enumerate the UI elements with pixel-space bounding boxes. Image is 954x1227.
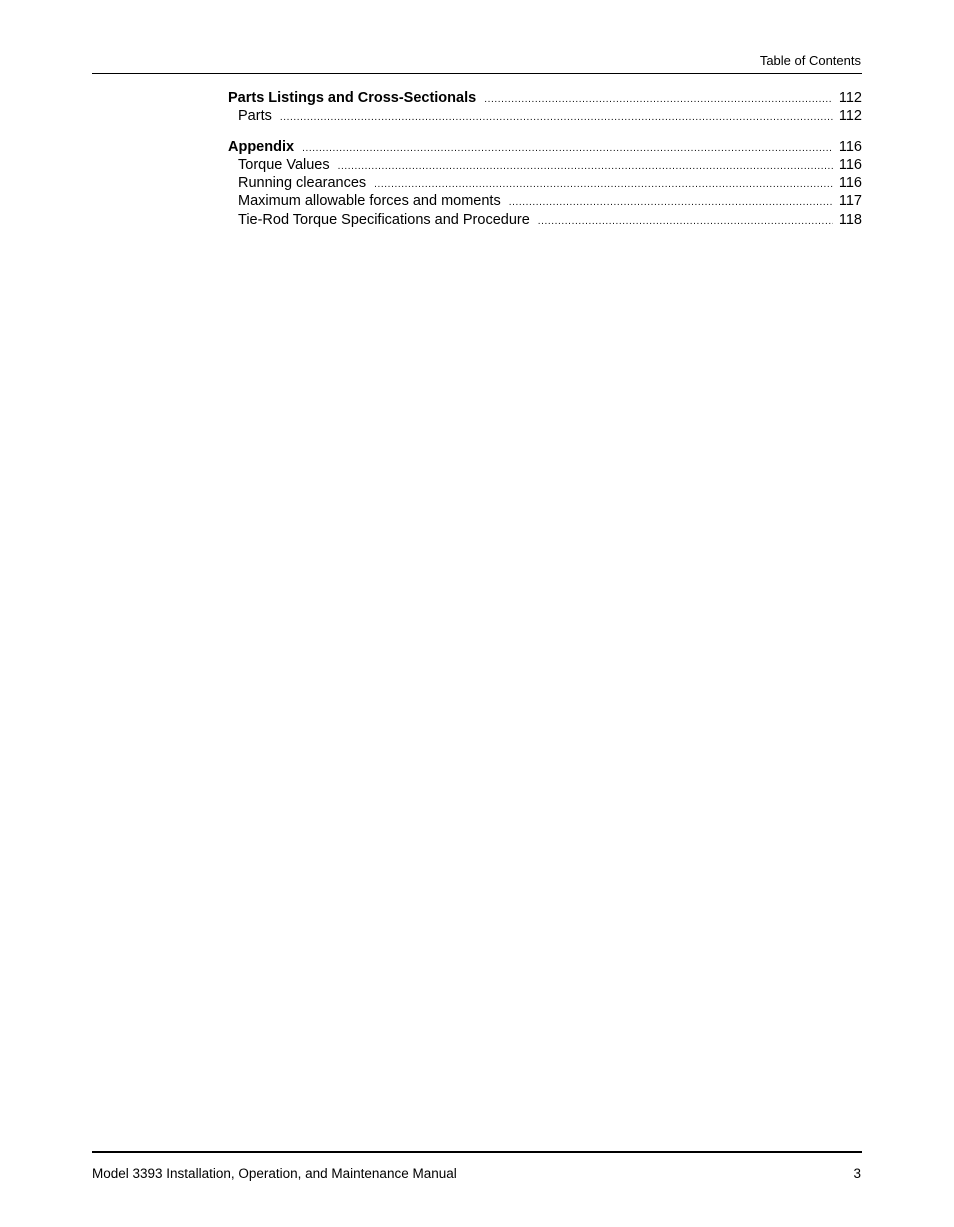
footer-page-number: 3 — [853, 1166, 861, 1181]
toc-entry-page: 112 — [838, 90, 862, 106]
toc-entry-label: Maximum allowable forces and moments — [238, 193, 501, 210]
toc-leader-dots — [374, 176, 833, 194]
header-title: Table of Contents — [759, 53, 861, 68]
toc-entry-page: 116 — [838, 175, 862, 192]
table-of-contents — [228, 89, 862, 229]
toc-leader-dots — [280, 109, 833, 127]
toc-entry-label: Running clearances — [238, 175, 367, 192]
toc-entry-label: Tie-Rod Torque Specifications and Procedure — [238, 211, 530, 228]
header-divider — [92, 73, 862, 74]
toc-section-appendix — [228, 138, 862, 229]
toc-entry-page: 117 — [838, 193, 862, 210]
toc-entry-label: Parts — [238, 108, 272, 125]
toc-entry-parts-listings[interactable] — [228, 89, 862, 107]
toc-leader-dots — [302, 140, 833, 158]
toc-entry-maximum-allowable-forces[interactable] — [228, 192, 862, 210]
toc-leader-dots — [509, 194, 833, 212]
toc-entry-torque-values[interactable] — [228, 156, 862, 174]
toc-entry-page: 118 — [838, 211, 862, 228]
toc-entry-tie-rod-torque[interactable] — [228, 211, 862, 229]
toc-section-parts-listings — [228, 89, 862, 126]
toc-entry-running-clearances[interactable] — [228, 174, 862, 192]
toc-entry-label: Torque Values — [238, 156, 330, 173]
toc-entry-page: 116 — [838, 138, 862, 155]
toc-leader-dots — [484, 91, 833, 109]
toc-leader-dots — [338, 158, 833, 176]
toc-leader-dots — [538, 213, 833, 231]
toc-entry-label: Appendix — [228, 138, 295, 155]
toc-entry-label: Parts Listings and Cross-Sectionals — [228, 90, 477, 106]
footer-manual-title: Model 3393 Installation, Operation, and Maintenance Manual — [92, 1166, 457, 1181]
toc-entry-appendix[interactable] — [228, 138, 862, 156]
toc-entry-page: 116 — [838, 156, 862, 173]
footer-divider — [92, 1151, 862, 1153]
toc-entry-page: 112 — [838, 108, 862, 125]
toc-entry-parts[interactable] — [228, 107, 862, 125]
